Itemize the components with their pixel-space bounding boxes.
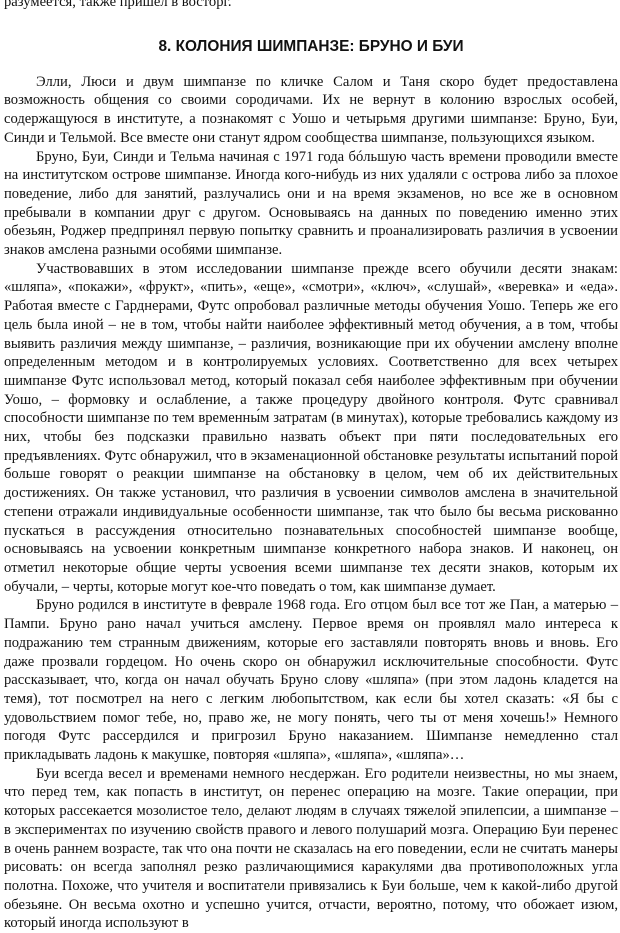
paragraph-3: Участвовавших в этом исследовании шимпанзе прежде всего обучили десяти знакам: «шляпа», «покажи», «фрукт», «пить», «еще», «смотри», «ключ», «слушай», «веревка» и «еда». Работая вместе с Гарднерами, Футс опробовал различные методы обучения Уошо. Теперь же его цель была иной – не в том, чтобы найти наиболее эффективный метод обучения, а в том, чтобы выявить различия между шимпанзе, – различия, возникающие при их обучении амслену вполне определенным методом и в контролируемых условиях. Соответственно для всех четырех шимпанзе Футс использовал метод, который показал себя наиболее эффективным при обучении Уошо, – формовку и ослабление, а также процедуру двойного контроля. Футс сравнивал способности шимпанзе по тем временны́м затратам (в минутах), которые требовались каждому из них, чтобы без подсказки правильно назвать объект при пяти последовательных его предъявлениях. Футс обнаружил, что в экзаменационной обстановке результаты испытаний порой больше говорят о реакции шимпанзе на обстановку в целом, чем об их действительных достижениях. Он также установил, что различия в усвоении символов амслена в значительной степени отражали индивидуальные особенности шимпанзе, так что было бы весьма рискованно пускаться в рассуждения относительно познавательных способностей шимпанзе вообще, основываясь на усвоении конкретным шимпанзе конкретного набора знаков. И наконец, он отметил некоторые общие черты усвоения всеми шимпанзе тех десяти знаков, которым их обучали, – черты, которые могут кое-что поведать о том, как шимпанзе думает.	[4, 260, 618, 595]
paragraph-4: Бруно родился в институте в феврале 1968 года. Его отцом был все тот же Пан, а матерью – Пампи. Бруно рано начал учиться амслену. Первое время он проявлял мало интереса к подражанию тем странным движениям, которые его заставляли повторять вновь и вновь. Его даже прозвали гордецом. Но очень скоро он обнаружил исключительные способности. Футс рассказывает, что, когда он начал обучать Бруно слову «шляпа» (при этом ладонь кладется на темя), тот посмотрел на него с легким любопытством, как если бы хотел сказать: «Я бы с удовольствием помог тебе, но, право же, не могу понять, чего ты от меня хочешь!» Немного погодя Футс рассердился и пригрозил Бруно наказанием. Шимпанзе немедленно стал прикладывать ладонь к макушке, повторяя «шляпа», «шляпа», «шляпа»…	[4, 597, 618, 764]
paragraph-5: Буи всегда весел и временами немного несдержан. Его родители неизвестны, но мы знаем, что перед тем, как попасть в институт, он перенес операцию на мозге. Такие операции, при которых рассекается мозолистое тело, делают людям в случаях тяжелой эпилепсии, а шимпанзе – в экспериментах по изучению свойств правого и левого полушарий мозга. Операцию Буи перенес в очень раннем возрасте, так что она почти не сказалась на его поведении, если не считать манеры рисовать: он всегда заполнял резко различающимися каракулями два противоположных угла полотна. Похоже, что учителя и воспитатели привязались к Буи больше, чем к какой-либо другой обезьяне. Он весьма охотно и успешно учится, отчасти, вероятно, потому, что обожает изюм, который иногда используют в	[4, 765, 618, 932]
paragraph-1: Элли, Люси и двум шимпанзе по кличке Салом и Таня скоро будет предоставлена возможность общения со своими сородичами. Их не вернут в колонию взрослых особей, содержащуюся в институте, а познакомят с Уошо и четырьмя другими шимпанзе: Бруно, Буи, Синди и Тельмой. Все вместе они станут ядром сообщества шимпанзе, пользующихся языком.	[4, 73, 618, 146]
continued-text-line: разумеется, также пришел в восторг.	[4, 0, 232, 10]
paragraph-2: Бруно, Буи, Синди и Тельма начиная с 1971 года бóльшую часть времени проводили вместе на институтском острове шимпанзе. Иногда кого-нибудь из них удаляли с острова либо за плохое поведение, либо для занятий, разлучались они и на время экзаменов, но все же в основном пребывали в компании друг с другом. Основываясь на данных по поведению именно этих обезьян, Роджер предпринял первую попытку сравнить и проанализировать различия в усвоении знаков амслена разными особями шимпанзе.	[4, 148, 618, 259]
section-heading: 8. КОЛОНИЯ ШИМПАНЗЕ: БРУНО И БУИ	[158, 37, 464, 55]
